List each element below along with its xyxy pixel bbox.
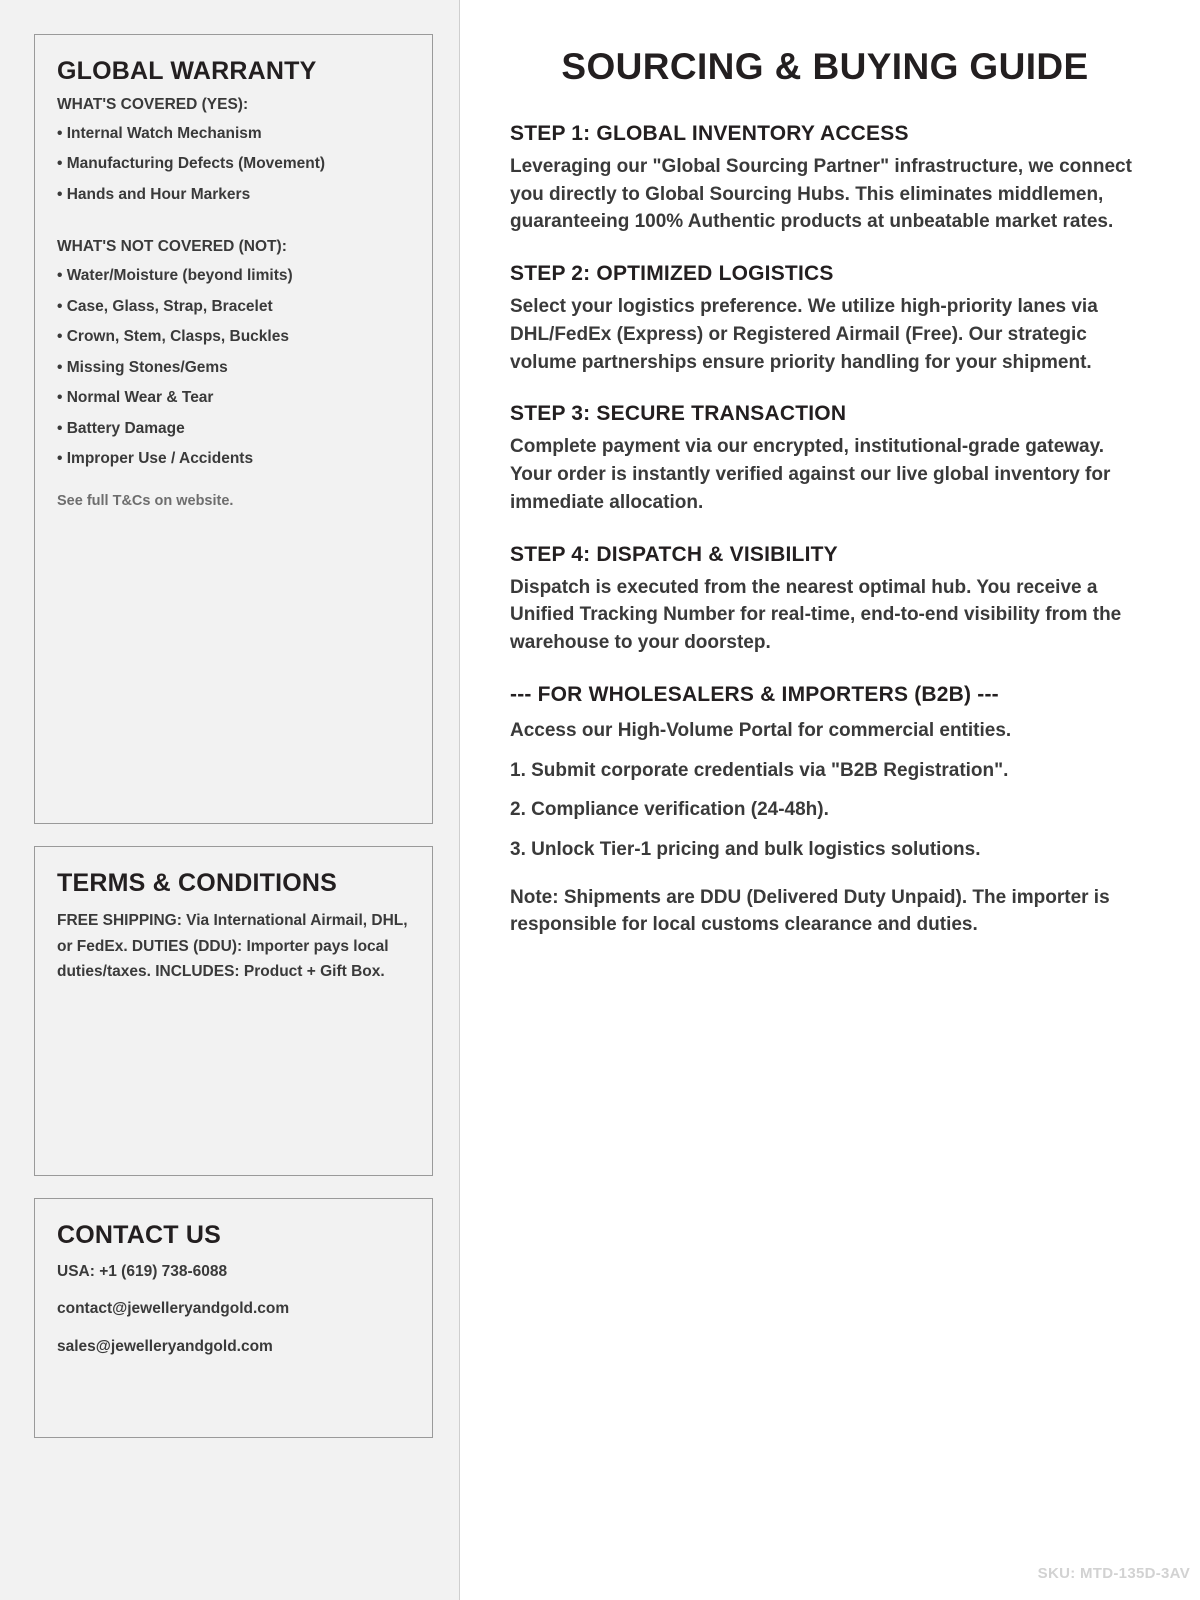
step-block: [510, 402, 1140, 516]
step-body: Dispatch is executed from the nearest optimal hub. You receive a Unified Tracking Number for real-time, end-to-end visibility from the warehouse to your doorstep.: [510, 576, 1122, 654]
step-body: Complete payment via our encrypted, institutional-grade gateway. Your order is instantly verified against our live global inventory for immediate allocation.: [510, 436, 1111, 513]
warranty-not-covered-heading: WHAT'S NOT COVERED (NOT):: [57, 238, 287, 256]
warranty-covered-item: • Internal Watch Mechanism: [57, 125, 262, 142]
step-title: STEP 1: GLOBAL INVENTORY ACCESS: [510, 122, 909, 145]
warranty-not-covered-item: • Missing Stones/Gems: [57, 358, 228, 376]
main-content: [460, 0, 1200, 1600]
contact-email-primary[interactable]: contact@jewelleryandgold.com: [57, 1300, 290, 1318]
spacer: [57, 214, 412, 238]
warranty-covered-heading: WHAT'S COVERED (YES):: [57, 96, 249, 113]
step-block: [510, 122, 1140, 236]
step-body: Select your logistics preference. We utilize high-priority lanes via DHL/FedEx (Express) or Registered Airmail (Free). Our strategic volume partnerships ensure priority handling for your shipment.: [510, 296, 1098, 373]
warranty-not-covered-item: • Water/Moisture (beyond limits): [57, 267, 293, 285]
contact-title: CONTACT US: [57, 1221, 222, 1249]
b2b-note: Note: Shipments are DDU (Delivered Duty Unpaid). The importer is responsible for local customs clearance and duties.: [510, 886, 1110, 936]
step-title: STEP 2: OPTIMIZED LOGISTICS: [510, 262, 834, 286]
sku-label: SKU: MTD-135D-3AV: [1037, 1565, 1190, 1582]
warranty-not-covered-item: • Case, Glass, Strap, Bracelet: [57, 297, 273, 315]
warranty-title: GLOBAL WARRANTY: [57, 57, 317, 85]
b2b-step-item: 3. Unlock Tier-1 pricing and bulk logistics solutions.: [510, 839, 981, 861]
warranty-footnote: See full T&Cs on website.: [57, 492, 234, 509]
left-sidebar: [0, 0, 460, 1600]
step-block: [510, 543, 1140, 657]
terms-title: TERMS & CONDITIONS: [57, 869, 337, 897]
step-title: STEP 4: DISPATCH & VISIBILITY: [510, 542, 838, 566]
contact-email-sales[interactable]: sales@jewelleryandgold.com: [57, 1337, 273, 1355]
b2b-title: --- FOR WHOLESALERS & IMPORTERS (B2B) ---: [510, 682, 999, 706]
warranty-not-covered-item: • Improper Use / Accidents: [57, 450, 254, 468]
warranty-covered-item: • Manufacturing Defects (Movement): [57, 155, 326, 173]
step-block: [510, 262, 1140, 376]
contact-panel: [34, 1198, 433, 1438]
b2b-section: [510, 683, 1140, 939]
b2b-step-item: 2. Compliance verification (24-48h).: [510, 799, 829, 821]
step-title: STEP 3: SECURE TRANSACTION: [510, 402, 847, 426]
warranty-not-covered-item: • Crown, Stem, Clasps, Buckles: [57, 328, 289, 346]
warranty-panel: [34, 34, 433, 824]
warranty-not-covered-item: • Normal Wear & Tear: [57, 389, 214, 407]
b2b-step-item: 1. Submit corporate credentials via "B2B Registration".: [510, 759, 1009, 781]
contact-phone[interactable]: USA: +1 (619) 738-6088: [57, 1263, 228, 1280]
terms-panel: [34, 846, 433, 1176]
page-title: SOURCING & BUYING GUIDE: [561, 46, 1089, 87]
warranty-not-covered-item: • Battery Damage: [57, 419, 185, 437]
terms-body: FREE SHIPPING: Via International Airmail, DHL, or FedEx. DUTIES (DDU): Importer pays local duties/taxes. INCLUDES: Product + Gift Box.: [57, 912, 408, 981]
step-body: Leveraging our "Global Sourcing Partner" infrastructure, we connect you directly to Global Sourcing Hubs. This eliminates middlemen, guaranteeing 100% Authentic products at unbeatable market rates.: [510, 156, 1132, 233]
warranty-covered-item: • Hands and Hour Markers: [57, 185, 251, 203]
b2b-intro: Access our High-Volume Portal for commercial entities.: [510, 719, 1012, 741]
